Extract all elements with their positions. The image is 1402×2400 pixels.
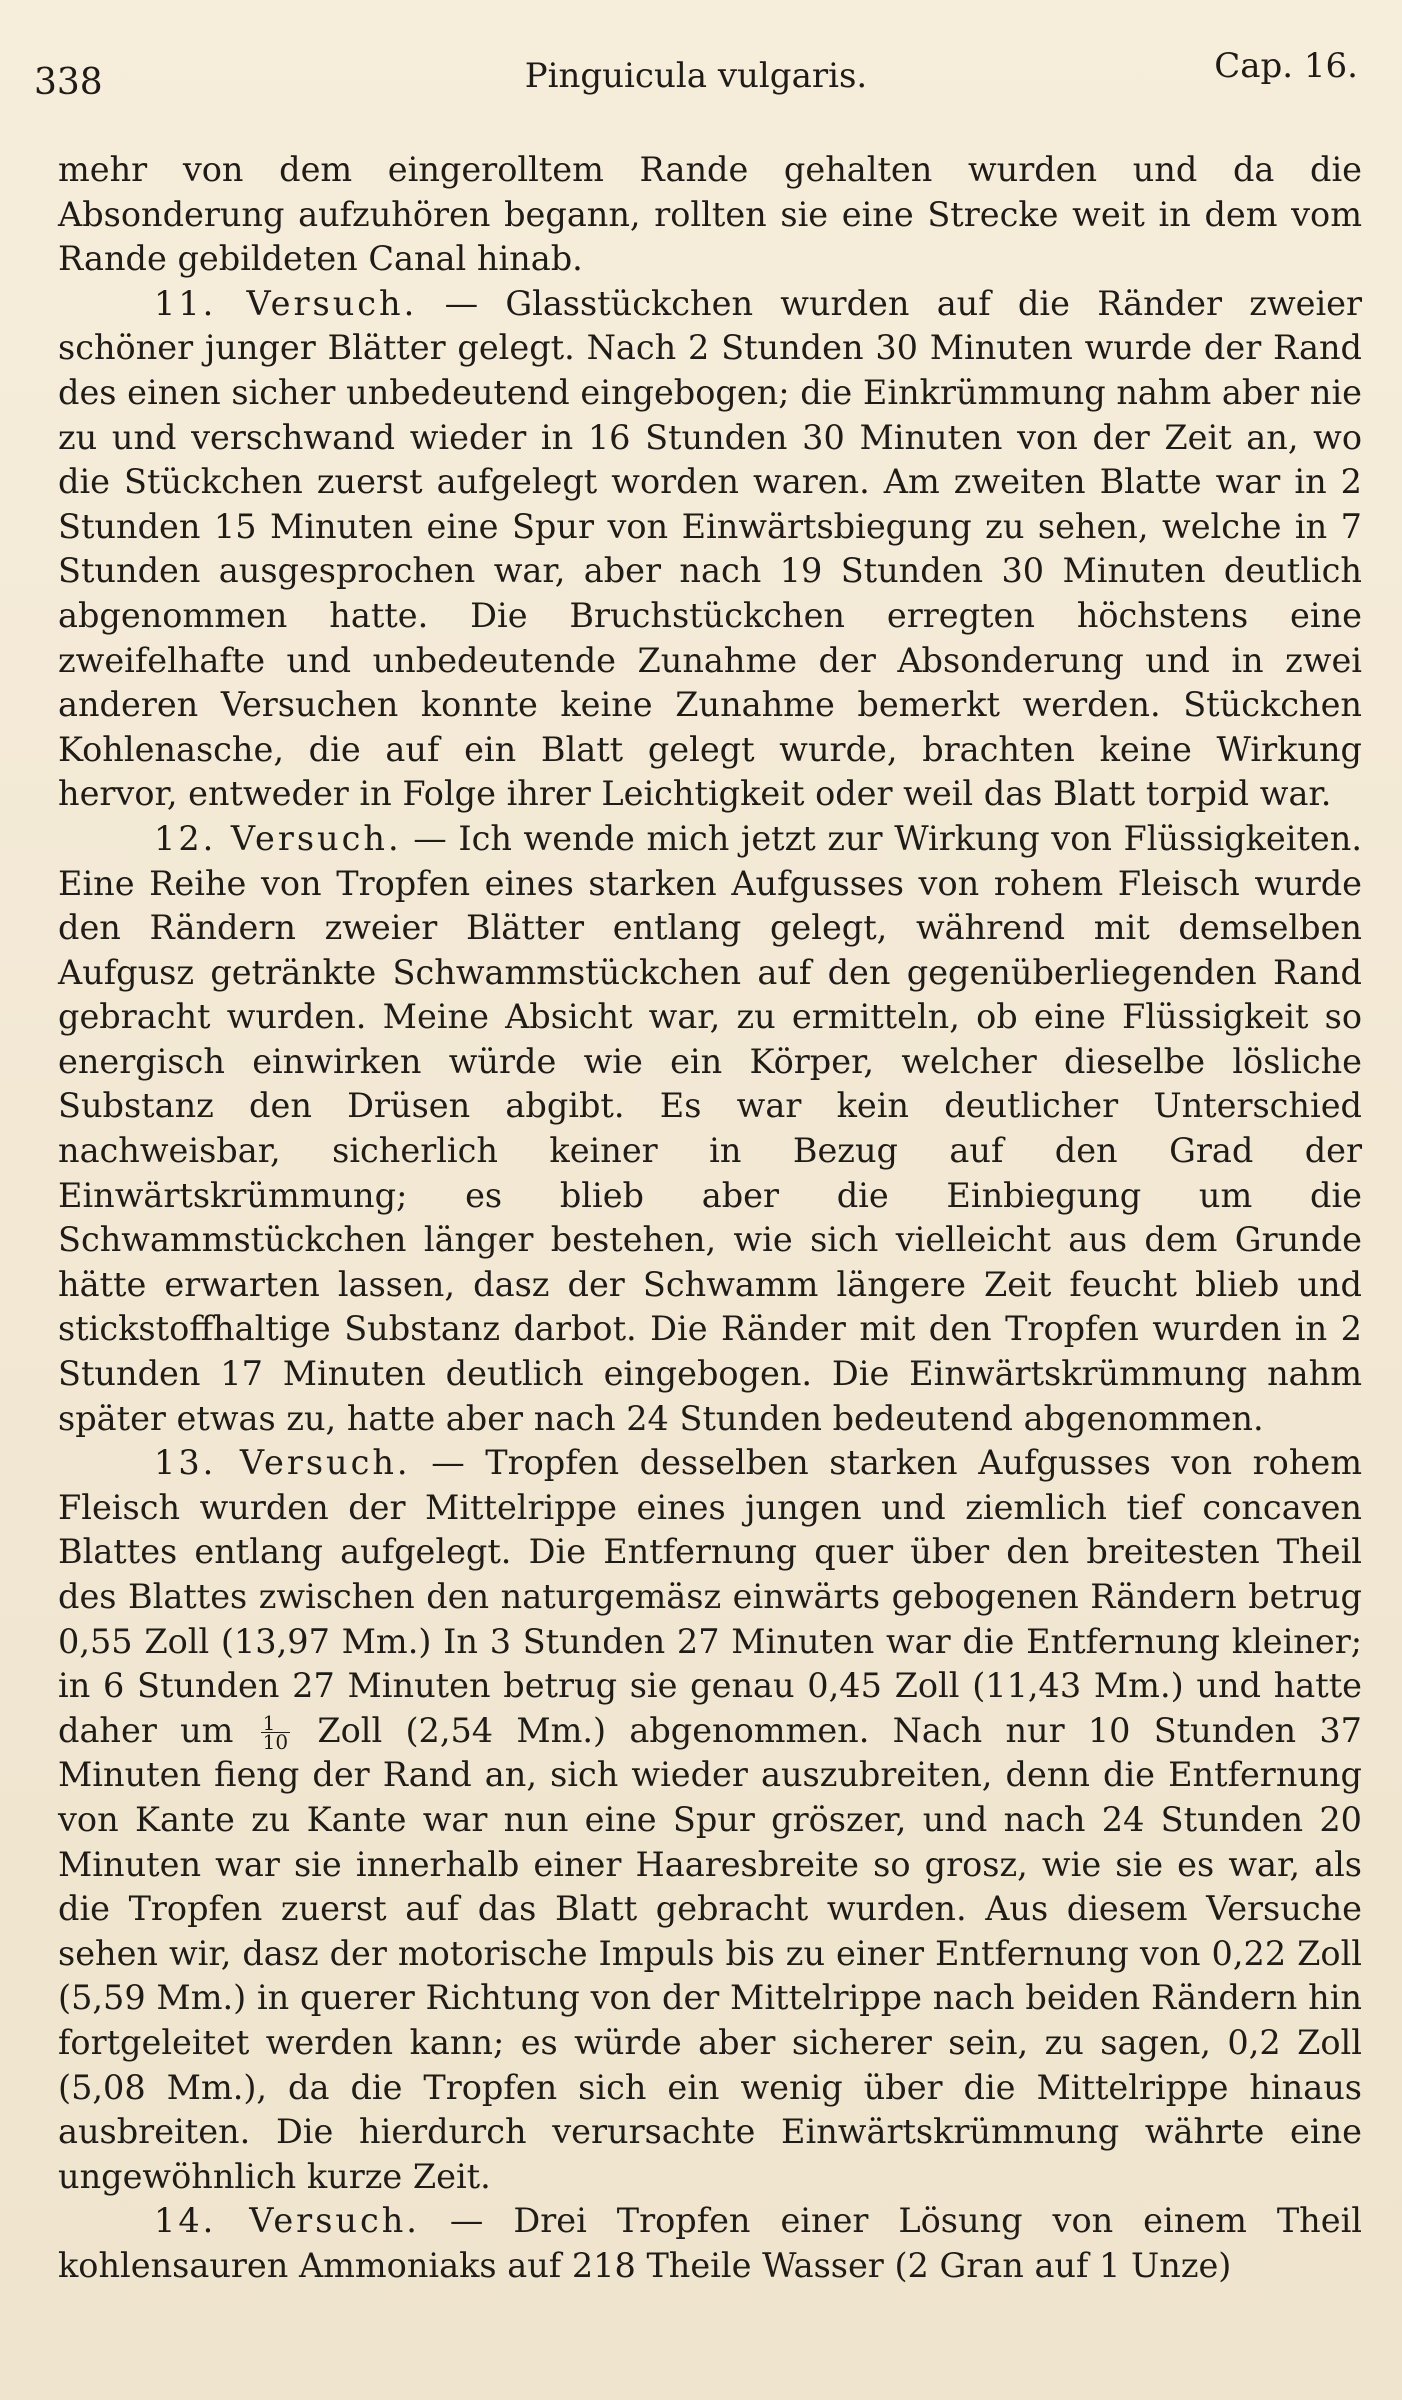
paragraph-text: — Glasstückchen wurden auf die Ränder zweier schöner junger Blätter gelegt. Nach 2 Stunden 30 Minuten wurde der Rand des einen sicher unbedeutend eingebogen; die Einkrümmung nahm aber nie zu und verschwand wieder in 16 Stunden 30 Minuten von der Zeit an, wo die Stückchen zuerst aufgelegt worden waren. Am zweiten Blatte war in 2 Stunden 15 Minuten eine Spur von Einwärtsbiegung zu sehen, welche in 7 Stunden ausgesprochen war, aber nach 19 Stunden 30 Minuten deutlich abgenommen hatte. Die Bruchstückchen erregten höchstens eine zweifelhafte und unbedeutende Zunahme der Absonderung und in zwei anderen Versuchen konnte keine Zunahme bemerkt werden. Stückchen Kohlenasche, die auf ein Blatt gelegt wurde, brachten keine Wirkung hervor, entweder in Folge ihrer Leichtigkeit oder weil das Blatt torpid war. bbox=[58, 283, 1362, 814]
fraction-numerator: 1 bbox=[261, 1714, 290, 1733]
fraction-one-tenth bbox=[261, 1711, 290, 1755]
paragraph-text: Zoll (2,54 Mm.) abgenommen. Nach nur 10 Stunden 37 Minuten fieng der Rand an, sich wieder auszubreiten, denn die Entfernung von Kante zu Kante war nun eine Spur gröszer, und nach 24 Stunden 20 Minuten war sie innerhalb einer Haaresbreite so grosz, wie sie es war, als die Tropfen zuerst auf das Blatt gebracht wurden. Aus diesem Versuche sehen wir, dasz der motorische Impuls bis zu einer Entfernung von 0,22 Zoll (5,59 Mm.) in querer Richtung von der Mittelrippe nach beiden Rändern hin fortgeleitet werden kann; es würde aber sicherer sein, zu sagen, 0,2 Zoll (5,08 Mm.), da die Tropfen sich ein wenig über die Mittelrippe hinaus ausbreiten. Die hierdurch verursachte Einwärtskrümmung währte eine ungewöhnlich kurze Zeit. bbox=[58, 1710, 1362, 2196]
paragraph-versuch-14 bbox=[58, 2199, 1362, 2288]
experiment-label: 12. Versuch. bbox=[154, 818, 402, 858]
experiment-label: 13. Versuch. bbox=[154, 1443, 411, 1483]
page-body bbox=[58, 148, 1362, 2289]
experiment-label: 14. Versuch. bbox=[154, 2201, 420, 2241]
paragraph-versuch-12 bbox=[58, 817, 1362, 1441]
paragraph-text: mehr von dem eingerolltem Rande gehalten wurden und da die Absonderung aufzuhören begann, rollten sie eine Strecke weit in dem vom Rande gebildeten Canal hinab. bbox=[58, 150, 1362, 279]
chapter-label: Cap. 16. bbox=[1214, 46, 1358, 86]
paragraph-text: — Drei Tropfen einer Lösung von einem Theil kohlensauren Ammoniaks auf 218 Theile Wasser (2 Gran auf 1 Unze) bbox=[58, 2201, 1363, 2285]
paragraph-versuch-13 bbox=[58, 1441, 1362, 2199]
fraction-denominator: 10 bbox=[262, 1730, 289, 1755]
page-header bbox=[34, 46, 1358, 106]
running-title: Pinguicula vulgaris. bbox=[524, 56, 868, 96]
paragraph-continuation bbox=[58, 148, 1362, 282]
paragraph-text: — Ich wende mich jetzt zur Wirkung von Flüssigkeiten. Eine Reihe von Tropfen eines starken Aufgusses von rohem Fleisch wurde den Rändern zweier Blätter entlang gelegt, während mit demselben Aufgusz getränkte Schwammstückchen auf den gegenüberliegenden Rand gebracht wurden. Meine Absicht war, zu ermitteln, ob eine Flüssigkeit so energisch einwirken würde wie ein Körper, welcher dieselbe lösliche Substanz den Drüsen abgibt. Es war kein deutlicher Unterschied nachweisbar, sicherlich keiner in Bezug auf den Grad der Einwärtskrümmung; es blieb aber die Einbiegung um die Schwammstückchen länger bestehen, wie sich vielleicht aus dem Grunde hätte erwarten lassen, dasz der Schwamm längere Zeit feucht blieb und stickstoffhaltige Substanz darbot. Die Ränder mit den Tropfen wurden in 2 Stunden 17 Minuten deutlich eingebogen. Die Einwärtskrümmung nahm später etwas zu, hatte aber nach 24 Stunden bedeutend abgenommen. bbox=[58, 818, 1362, 1438]
experiment-label: 11. Versuch. bbox=[154, 283, 418, 323]
page-number: 338 bbox=[34, 62, 103, 103]
paragraph-text: — Tropfen desselben starken Aufgusses von rohem Fleisch wurden der Mittelrippe eines jungen und ziemlich tief concaven Blattes entlang aufgelegt. Die Entfernung quer über den breitesten Theil des Blattes zwischen den naturgemäsz einwärts gebogenen Rändern betrug 0,55 Zoll (13,97 Mm.) In 3 Stunden 27 Minuten war die Entfernung kleiner; in 6 Stunden 27 Minuten betrug sie genau 0,45 Zoll (11,43 Mm.) und hatte daher um bbox=[58, 1443, 1363, 1750]
paragraph-versuch-11 bbox=[58, 282, 1362, 817]
